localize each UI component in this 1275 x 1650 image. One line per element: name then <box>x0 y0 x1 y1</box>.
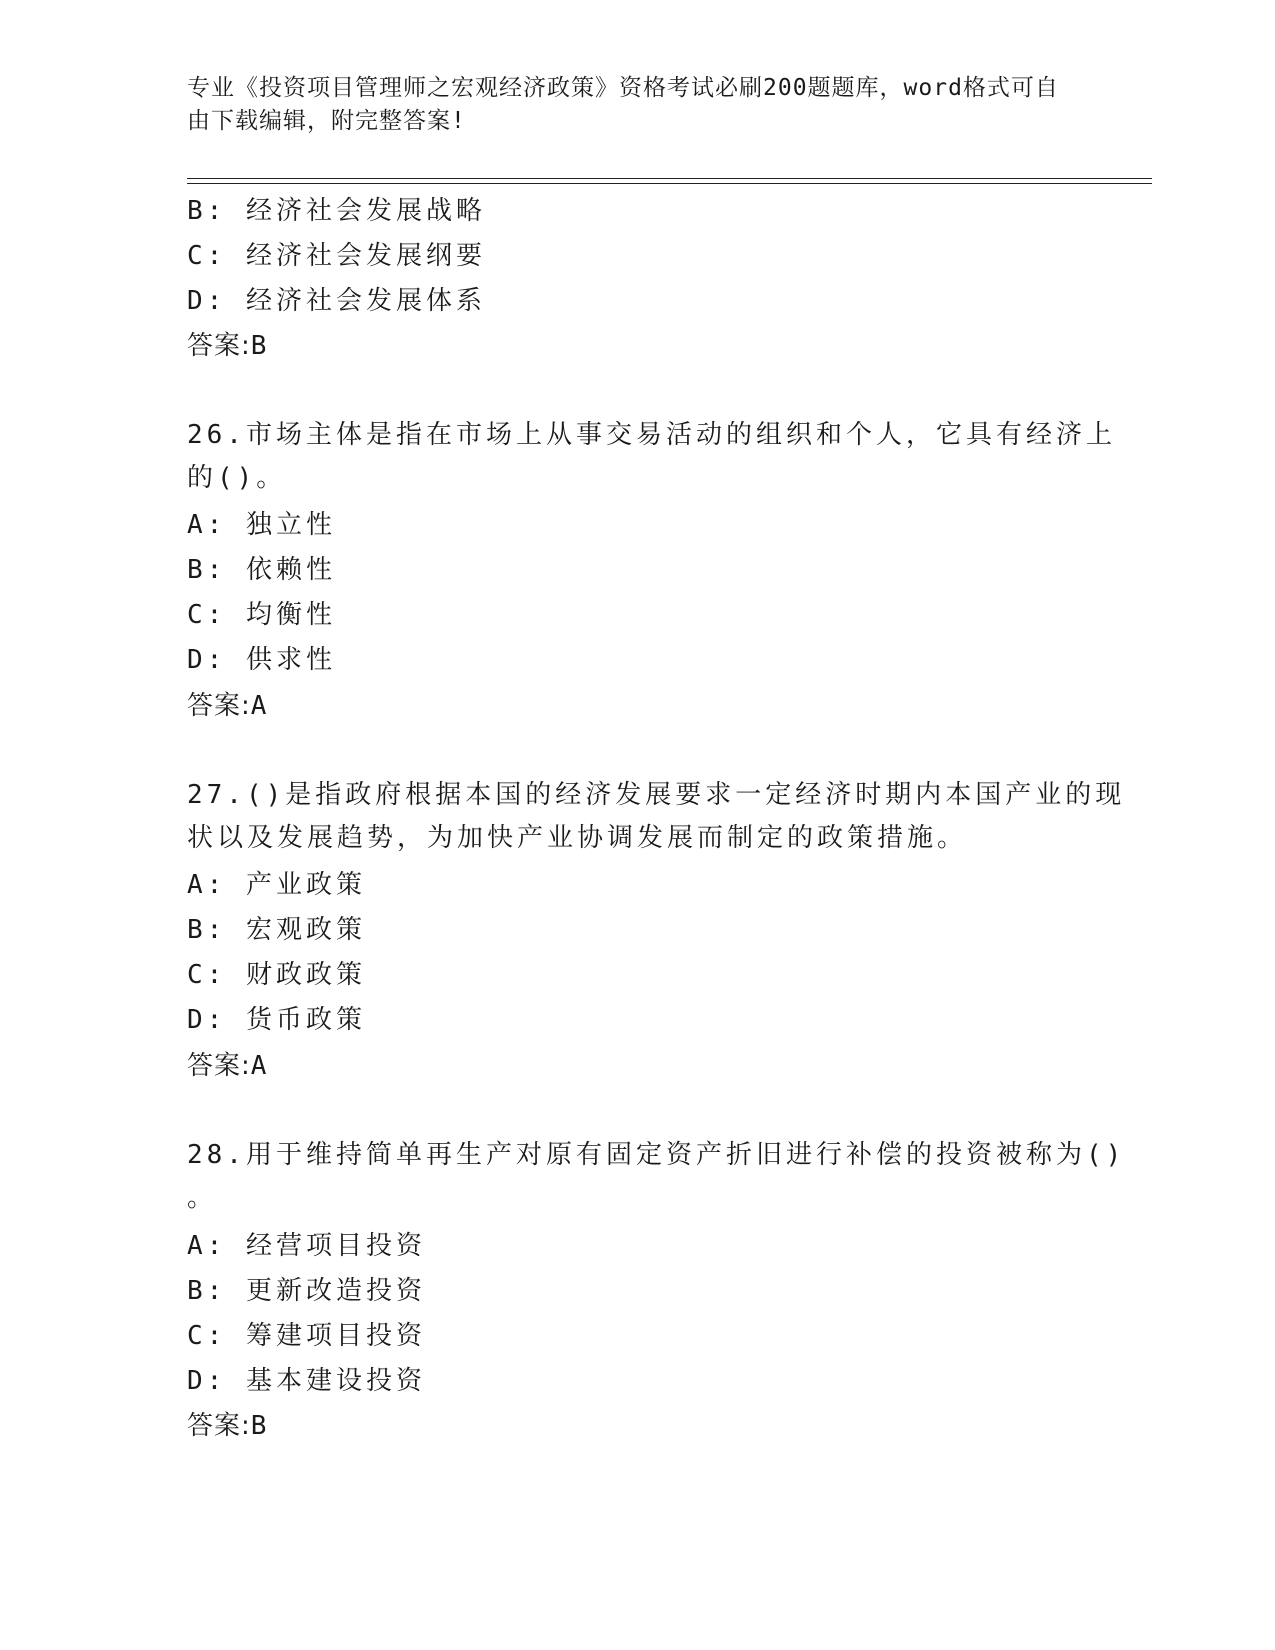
header-divider-bottom <box>187 183 1152 184</box>
q28-option-a: A: 经营项目投资 <box>187 1231 426 1261</box>
q28-answer <box>187 1411 267 1441</box>
answer-label: 答案: <box>187 1051 251 1081</box>
q28-option-c: C: 筹建项目投资 <box>187 1321 426 1351</box>
q27-option-d: D: 货币政策 <box>187 1005 366 1035</box>
q25-answer <box>187 331 267 361</box>
q27-option-c: C: 财政政策 <box>187 960 366 990</box>
q26-stem-line-1: 26.市场主体是指在市场上从事交易活动的组织和个人，它具有经济上 <box>187 420 1116 450</box>
header-divider-top <box>187 178 1152 179</box>
q25-option-d: D: 经济社会发展体系 <box>187 286 486 316</box>
q26-option-a: A: 独立性 <box>187 510 336 540</box>
q26-option-b: B: 依赖性 <box>187 555 336 585</box>
q28-stem-line-1: 28.用于维持简单再生产对原有固定资产折旧进行补偿的投资被称为() <box>187 1140 1126 1170</box>
q27-option-b: B: 宏观政策 <box>187 915 366 945</box>
q26-stem-line-2: 的()。 <box>187 463 287 493</box>
q26-answer <box>187 691 267 721</box>
q28-stem-line-2: 。 <box>187 1183 218 1213</box>
answer-label: 答案: <box>187 1411 251 1441</box>
q27-stem-line-2: 状以及发展趋势，为加快产业协调发展而制定的政策措施。 <box>187 823 968 853</box>
answer-label: 答案: <box>187 331 251 361</box>
q27-stem-line-1: 27.()是指政府根据本国的经济发展要求一定经济时期内本国产业的现 <box>187 780 1126 810</box>
q28-option-d: D: 基本建设投资 <box>187 1366 426 1396</box>
answer-value: B <box>250 1411 268 1441</box>
answer-value: B <box>250 331 268 361</box>
q25-option-c: C: 经济社会发展纲要 <box>187 241 486 271</box>
answer-value: A <box>250 1051 268 1081</box>
document-header: 专业《投资项目管理师之宏观经济政策》资格考试必刷200题题库，word格式可自由下载编辑，附完整答案! <box>187 75 1059 134</box>
q27-answer <box>187 1051 267 1081</box>
answer-value: A <box>250 691 268 721</box>
q26-option-d: D: 供求性 <box>187 645 336 675</box>
q25-option-b: B: 经济社会发展战略 <box>187 196 486 226</box>
answer-label: 答案: <box>187 691 251 721</box>
q27-option-a: A: 产业政策 <box>187 870 366 900</box>
q26-option-c: C: 均衡性 <box>187 600 336 630</box>
q28-option-b: B: 更新改造投资 <box>187 1276 426 1306</box>
